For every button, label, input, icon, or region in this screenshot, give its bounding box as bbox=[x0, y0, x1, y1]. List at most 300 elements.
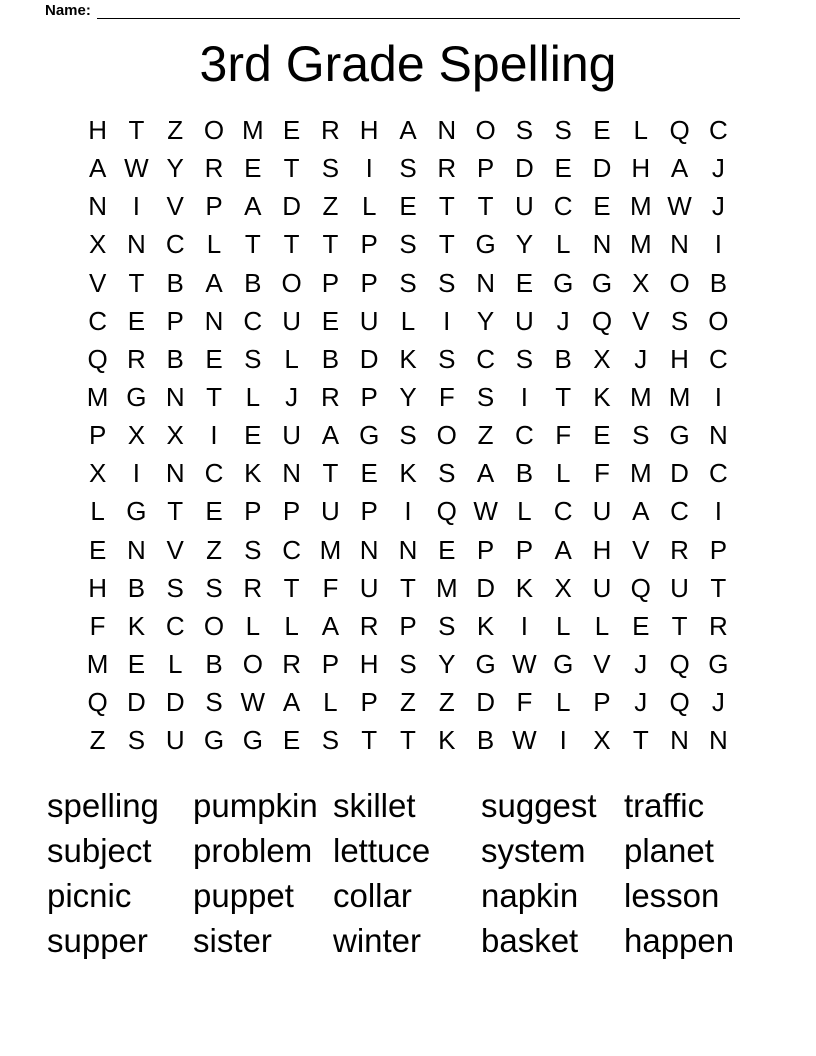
grid-cell-r10c7: T bbox=[322, 458, 339, 489]
grid-cell-r11c6: P bbox=[282, 496, 301, 527]
grid-cell-r10c11: A bbox=[476, 458, 495, 489]
grid-cell-r11c5: P bbox=[244, 496, 262, 527]
grid-cell-r7c17: C bbox=[708, 343, 728, 374]
grid-cell-r3c12: U bbox=[514, 191, 534, 222]
grid-cell-r8c1: M bbox=[86, 382, 109, 413]
grid-cell-r3c13: C bbox=[553, 191, 573, 222]
grid-cell-r13c2: B bbox=[127, 572, 146, 603]
grid-cell-r2c5: E bbox=[244, 153, 262, 184]
grid-cell-r15c17: G bbox=[708, 649, 729, 680]
grid-cell-r9c11: Z bbox=[477, 420, 494, 451]
grid-cell-r1c9: A bbox=[399, 115, 417, 146]
grid-cell-r9c5: E bbox=[244, 420, 262, 451]
grid-cell-r9c6: U bbox=[282, 420, 301, 451]
grid-cell-r2c1: A bbox=[88, 153, 107, 184]
grid-cell-r12c17: P bbox=[709, 534, 728, 565]
grid-cell-r3c11: T bbox=[477, 191, 494, 222]
word-list-item-sister: sister bbox=[193, 922, 272, 959]
grid-cell-r7c12: S bbox=[515, 343, 534, 374]
grid-cell-r8c6: J bbox=[285, 382, 299, 413]
grid-cell-r13c13: X bbox=[554, 572, 572, 603]
grid-cell-r5c8: P bbox=[360, 267, 378, 298]
grid-cell-r9c15: S bbox=[632, 420, 650, 451]
grid-cell-r14c11: K bbox=[476, 610, 495, 641]
grid-cell-r17c1: Z bbox=[89, 725, 106, 756]
grid-cell-r15c11: G bbox=[475, 649, 496, 680]
grid-cell-r16c1: Q bbox=[87, 687, 108, 718]
grid-cell-r17c6: E bbox=[282, 725, 301, 756]
grid-cell-r2c10: R bbox=[437, 153, 457, 184]
grid-cell-r4c7: T bbox=[322, 229, 339, 260]
grid-cell-r4c3: C bbox=[165, 229, 185, 260]
grid-cell-r6c7: E bbox=[321, 305, 340, 336]
word-list-item-collar: collar bbox=[333, 877, 412, 914]
grid-cell-r6c14: Q bbox=[591, 305, 613, 336]
word-list-item-system: system bbox=[481, 832, 586, 869]
grid-cell-r9c17: N bbox=[708, 420, 728, 451]
grid-cell-r9c7: A bbox=[321, 420, 340, 451]
name-label: Name: bbox=[45, 2, 91, 19]
grid-cell-r15c13: G bbox=[553, 649, 574, 680]
grid-cell-r8c9: Y bbox=[399, 382, 417, 413]
grid-cell-r12c9: N bbox=[398, 534, 418, 565]
grid-cell-r12c6: C bbox=[282, 534, 301, 565]
grid-cell-r4c17: I bbox=[714, 229, 722, 260]
grid-cell-r10c10: S bbox=[438, 458, 456, 489]
grid-cell-r15c2: E bbox=[127, 649, 146, 680]
word-list-item-spelling: spelling bbox=[47, 787, 159, 824]
grid-cell-r8c17: I bbox=[714, 382, 722, 413]
grid-cell-r10c15: M bbox=[629, 458, 652, 489]
grid-cell-r16c3: D bbox=[165, 687, 185, 718]
grid-cell-r1c7: R bbox=[321, 115, 340, 146]
grid-cell-r16c15: J bbox=[634, 687, 648, 718]
grid-cell-r11c12: L bbox=[517, 496, 532, 527]
grid-cell-r4c10: T bbox=[438, 229, 455, 260]
grid-cell-r12c3: V bbox=[166, 534, 184, 565]
grid-cell-r6c1: C bbox=[88, 305, 108, 336]
grid-cell-r17c12: W bbox=[512, 725, 537, 756]
grid-cell-r3c16: W bbox=[667, 191, 692, 222]
grid-cell-r9c10: O bbox=[436, 420, 457, 451]
grid-cell-r3c15: M bbox=[629, 191, 652, 222]
grid-cell-r15c3: L bbox=[167, 649, 183, 680]
grid-cell-r13c4: S bbox=[205, 572, 223, 603]
grid-cell-r14c12: I bbox=[520, 610, 529, 641]
grid-cell-r3c3: V bbox=[166, 191, 184, 222]
grid-cell-r14c17: R bbox=[708, 610, 728, 641]
grid-cell-r16c10: Z bbox=[438, 687, 455, 718]
grid-cell-r3c17: J bbox=[711, 191, 725, 222]
grid-cell-r6c9: L bbox=[400, 305, 416, 336]
grid-cell-r10c1: X bbox=[88, 458, 107, 489]
word-list-item-subject: subject bbox=[47, 832, 152, 869]
grid-cell-r13c11: D bbox=[476, 572, 495, 603]
grid-cell-r4c13: L bbox=[555, 229, 571, 260]
grid-cell-r17c17: N bbox=[708, 725, 728, 756]
grid-cell-r2c16: A bbox=[670, 153, 689, 184]
grid-cell-r5c7: P bbox=[321, 267, 340, 298]
grid-cell-r15c5: O bbox=[242, 649, 263, 680]
grid-cell-r5c3: B bbox=[166, 267, 184, 298]
grid-cell-r10c3: N bbox=[165, 458, 185, 489]
grid-cell-r16c5: W bbox=[240, 687, 266, 718]
grid-cell-r17c8: T bbox=[361, 725, 378, 756]
grid-cell-r2c13: E bbox=[554, 153, 572, 184]
grid-cell-r4c14: N bbox=[592, 229, 612, 260]
grid-cell-r6c6: U bbox=[282, 305, 301, 336]
grid-cell-r7c9: K bbox=[399, 343, 417, 374]
grid-cell-r3c10: T bbox=[438, 191, 455, 222]
grid-cell-r14c9: P bbox=[399, 610, 417, 641]
grid-cell-r2c8: I bbox=[365, 153, 373, 184]
grid-cell-r3c14: E bbox=[593, 191, 611, 222]
grid-cell-r8c13: T bbox=[555, 382, 572, 413]
grid-cell-r6c13: J bbox=[556, 305, 570, 336]
grid-cell-r17c3: U bbox=[165, 725, 185, 756]
grid-cell-r7c16: H bbox=[670, 343, 689, 374]
grid-cell-r14c4: O bbox=[203, 610, 225, 641]
grid-cell-r1c1: H bbox=[88, 115, 108, 146]
grid-cell-r1c10: N bbox=[437, 115, 457, 146]
grid-cell-r1c6: E bbox=[282, 115, 301, 146]
grid-cell-r7c13: B bbox=[554, 343, 572, 374]
grid-cell-r8c12: I bbox=[520, 382, 529, 413]
grid-cell-r14c3: C bbox=[165, 610, 185, 641]
grid-cell-r10c9: K bbox=[399, 458, 417, 489]
grid-cell-r4c9: S bbox=[399, 229, 417, 260]
grid-cell-r10c4: C bbox=[204, 458, 224, 489]
word-list-item-problem: problem bbox=[193, 832, 313, 869]
grid-cell-r14c2: K bbox=[127, 610, 146, 641]
grid-cell-r17c14: X bbox=[593, 725, 611, 756]
grid-cell-r12c11: P bbox=[476, 534, 495, 565]
grid-cell-r4c2: N bbox=[127, 229, 146, 260]
grid-cell-r1c8: H bbox=[359, 115, 379, 146]
word-list-item-napkin: napkin bbox=[481, 877, 579, 914]
grid-cell-r3c7: Z bbox=[322, 191, 339, 222]
grid-cell-r4c16: N bbox=[670, 229, 689, 260]
grid-cell-r9c8: G bbox=[359, 420, 380, 451]
grid-cell-r6c4: N bbox=[204, 305, 224, 336]
grid-cell-r17c4: G bbox=[203, 725, 225, 756]
grid-cell-r4c6: T bbox=[283, 229, 300, 260]
word-list-item-basket: basket bbox=[481, 922, 579, 959]
word-list-item-winter: winter bbox=[333, 922, 422, 959]
grid-cell-r11c10: Q bbox=[436, 496, 457, 527]
grid-cell-r7c2: R bbox=[127, 343, 146, 374]
grid-cell-r4c1: X bbox=[88, 229, 107, 260]
grid-cell-r4c8: P bbox=[360, 229, 378, 260]
grid-cell-r13c16: U bbox=[670, 572, 689, 603]
grid-cell-r16c2: D bbox=[127, 687, 146, 718]
grid-cell-r7c5: S bbox=[244, 343, 262, 374]
grid-cell-r9c16: G bbox=[669, 420, 690, 451]
grid-cell-r3c5: A bbox=[244, 191, 262, 222]
grid-cell-r5c17: B bbox=[709, 267, 728, 298]
grid-cell-r5c11: N bbox=[476, 267, 495, 298]
grid-cell-r10c16: D bbox=[670, 458, 689, 489]
word-list-item-picnic: picnic bbox=[47, 877, 132, 914]
grid-cell-r11c1: L bbox=[90, 496, 105, 527]
grid-cell-r5c9: S bbox=[399, 267, 417, 298]
grid-cell-r15c4: B bbox=[205, 649, 223, 680]
grid-cell-r17c16: N bbox=[670, 725, 689, 756]
grid-cell-r12c5: S bbox=[244, 534, 262, 565]
grid-cell-r12c7: M bbox=[319, 534, 342, 565]
grid-cell-r2c4: R bbox=[204, 153, 224, 184]
grid-cell-r13c12: K bbox=[515, 572, 534, 603]
grid-cell-r13c8: U bbox=[359, 572, 379, 603]
grid-cell-r15c6: R bbox=[282, 649, 301, 680]
grid-cell-r14c13: L bbox=[555, 610, 571, 641]
grid-cell-r3c2: I bbox=[132, 191, 141, 222]
grid-cell-r5c10: S bbox=[438, 267, 456, 298]
grid-cell-r17c13: I bbox=[559, 725, 567, 756]
word-list-item-pumpkin: pumpkin bbox=[193, 787, 318, 824]
word-list-item-puppet: puppet bbox=[193, 877, 294, 914]
grid-cell-r10c12: B bbox=[515, 458, 534, 489]
grid-cell-r16c13: L bbox=[555, 687, 571, 718]
grid-cell-r12c2: N bbox=[127, 534, 146, 565]
grid-cell-r14c1: F bbox=[89, 610, 106, 641]
name-blank-line bbox=[97, 3, 740, 19]
grid-cell-r4c15: M bbox=[629, 229, 652, 260]
grid-cell-r17c9: T bbox=[400, 725, 416, 756]
grid-cell-r15c10: Y bbox=[438, 649, 456, 680]
word-list-item-happen: happen bbox=[624, 922, 735, 959]
grid-cell-r9c1: P bbox=[88, 420, 107, 451]
grid-cell-r13c9: T bbox=[400, 572, 416, 603]
grid-cell-r8c5: L bbox=[245, 382, 261, 413]
grid-cell-r16c9: Z bbox=[400, 687, 416, 718]
word-list-item-skillet: skillet bbox=[333, 787, 416, 824]
grid-cell-r6c10: I bbox=[443, 305, 451, 336]
grid-cell-r17c11: B bbox=[476, 725, 495, 756]
grid-cell-r11c15: A bbox=[632, 496, 650, 527]
grid-cell-r13c14: U bbox=[592, 572, 612, 603]
grid-cell-r1c11: O bbox=[475, 115, 496, 146]
grid-cell-r12c12: P bbox=[515, 534, 534, 565]
grid-cell-r17c5: G bbox=[242, 725, 263, 756]
grid-cell-r13c5: R bbox=[243, 572, 263, 603]
grid-cell-r16c7: L bbox=[323, 687, 338, 718]
grid-cell-r2c12: D bbox=[514, 153, 534, 184]
grid-cell-r10c17: C bbox=[708, 458, 728, 489]
grid-cell-r10c14: F bbox=[594, 458, 610, 489]
grid-cell-r8c7: R bbox=[321, 382, 340, 413]
grid-cell-r7c6: L bbox=[284, 343, 299, 374]
grid-cell-r5c6: O bbox=[281, 267, 302, 298]
grid-cell-r1c15: L bbox=[633, 115, 649, 146]
grid-cell-r13c15: Q bbox=[630, 572, 651, 603]
grid-cell-r11c2: G bbox=[126, 496, 147, 527]
grid-cell-r8c10: F bbox=[438, 382, 455, 413]
grid-cell-r7c15: J bbox=[634, 343, 648, 374]
word-list-item-traffic: traffic bbox=[624, 787, 705, 824]
grid-cell-r1c14: E bbox=[593, 115, 611, 146]
grid-cell-r11c14: U bbox=[592, 496, 612, 527]
grid-cell-r15c9: S bbox=[399, 649, 417, 680]
grid-cell-r7c10: S bbox=[438, 343, 456, 374]
grid-cell-r1c16: Q bbox=[669, 115, 690, 146]
name-row bbox=[45, 2, 740, 19]
grid-cell-r15c1: M bbox=[86, 649, 109, 680]
grid-cell-r6c17: O bbox=[708, 305, 729, 336]
grid-cell-r16c14: P bbox=[593, 687, 611, 718]
grid-cell-r2c7: S bbox=[321, 153, 340, 184]
grid-cell-r12c10: E bbox=[438, 534, 456, 565]
grid-cell-r14c7: A bbox=[321, 610, 340, 641]
grid-cell-r16c4: S bbox=[205, 687, 223, 718]
grid-cell-r8c14: K bbox=[593, 382, 611, 413]
letter-grid bbox=[78, 111, 738, 759]
grid-cell-r3c9: E bbox=[399, 191, 417, 222]
grid-cell-r13c3: S bbox=[166, 572, 184, 603]
word-list-item-lesson: lesson bbox=[624, 877, 720, 914]
grid-cell-r5c5: B bbox=[244, 267, 262, 298]
word-list-item-suggest: suggest bbox=[481, 787, 597, 824]
grid-cell-r10c13: L bbox=[555, 458, 571, 489]
grid-cell-r6c12: U bbox=[514, 305, 534, 336]
grid-cell-r6c2: E bbox=[127, 305, 146, 336]
grid-cell-r14c15: E bbox=[632, 610, 650, 641]
grid-cell-r12c8: N bbox=[359, 534, 379, 565]
grid-cell-r11c3: T bbox=[167, 496, 184, 527]
grid-cell-r12c16: R bbox=[670, 534, 689, 565]
grid-cell-r2c15: H bbox=[631, 153, 651, 184]
grid-cell-r3c1: N bbox=[88, 191, 108, 222]
grid-cell-r14c14: L bbox=[594, 610, 610, 641]
grid-cell-r3c4: P bbox=[205, 191, 223, 222]
grid-cell-r6c11: Y bbox=[476, 305, 495, 336]
word-list-item-supper: supper bbox=[47, 922, 148, 959]
grid-cell-r5c12: E bbox=[515, 267, 534, 298]
grid-cell-r7c7: B bbox=[321, 343, 340, 374]
grid-cell-r11c11: W bbox=[473, 496, 498, 527]
grid-cell-r16c16: Q bbox=[669, 687, 690, 718]
grid-cell-r7c3: B bbox=[166, 343, 184, 374]
grid-cell-r4c4: L bbox=[206, 229, 222, 260]
grid-cell-r14c10: S bbox=[438, 610, 456, 641]
grid-cell-r9c2: X bbox=[127, 420, 146, 451]
grid-cell-r1c5: M bbox=[241, 115, 264, 146]
grid-cell-r16c11: D bbox=[476, 687, 495, 718]
grid-cell-r14c8: R bbox=[359, 610, 379, 641]
grid-cell-r5c2: T bbox=[128, 267, 145, 298]
grid-cell-r10c6: N bbox=[282, 458, 301, 489]
grid-cell-r15c16: Q bbox=[669, 649, 690, 680]
grid-cell-r10c5: K bbox=[244, 458, 262, 489]
grid-cell-r14c6: L bbox=[284, 610, 299, 641]
grid-cell-r16c6: A bbox=[282, 687, 301, 718]
grid-cell-r2c14: D bbox=[592, 153, 612, 184]
word-list-item-planet: planet bbox=[624, 832, 714, 869]
grid-cell-r2c11: P bbox=[476, 153, 495, 184]
grid-cell-r16c12: F bbox=[516, 687, 533, 718]
grid-cell-r15c8: H bbox=[359, 649, 379, 680]
grid-cell-r12c14: H bbox=[592, 534, 612, 565]
grid-cell-r7c4: E bbox=[205, 343, 223, 374]
grid-cell-r8c2: G bbox=[126, 382, 147, 413]
grid-cell-r17c10: K bbox=[438, 725, 456, 756]
grid-cell-r11c8: P bbox=[360, 496, 378, 527]
grid-cell-r1c3: Z bbox=[167, 115, 184, 146]
grid-cell-r16c8: P bbox=[360, 687, 378, 718]
grid-cell-r14c16: T bbox=[671, 610, 688, 641]
grid-cell-r11c17: I bbox=[714, 496, 722, 527]
grid-cell-r6c3: P bbox=[166, 305, 184, 336]
grid-cell-r15c15: J bbox=[634, 649, 648, 680]
grid-cell-r2c3: Y bbox=[166, 153, 184, 184]
grid-cell-r17c7: S bbox=[321, 725, 340, 756]
grid-cell-r10c2: I bbox=[132, 458, 141, 489]
grid-cell-r8c16: M bbox=[668, 382, 691, 413]
grid-cell-r12c15: V bbox=[632, 534, 650, 565]
grid-cell-r6c16: S bbox=[670, 305, 689, 336]
grid-cell-r17c15: T bbox=[632, 725, 649, 756]
grid-cell-r8c15: M bbox=[629, 382, 652, 413]
grid-cell-r5c4: A bbox=[205, 267, 223, 298]
grid-cell-r1c13: S bbox=[554, 115, 572, 146]
grid-cell-r13c10: M bbox=[435, 572, 458, 603]
grid-cell-r17c2: S bbox=[127, 725, 146, 756]
grid-cell-r7c11: C bbox=[476, 343, 495, 374]
grid-cell-r9c9: S bbox=[399, 420, 417, 451]
grid-cell-r11c7: U bbox=[321, 496, 340, 527]
word-list bbox=[47, 783, 769, 963]
grid-cell-r15c14: V bbox=[593, 649, 611, 680]
grid-cell-r8c11: S bbox=[476, 382, 495, 413]
grid-cell-r6c8: U bbox=[359, 305, 379, 336]
grid-cell-r12c4: Z bbox=[206, 534, 222, 565]
grid-cell-r14c5: L bbox=[245, 610, 261, 641]
grid-cell-r9c12: C bbox=[514, 420, 534, 451]
grid-cell-r2c2: W bbox=[124, 153, 149, 184]
grid-cell-r13c17: T bbox=[710, 572, 727, 603]
grid-cell-r1c4: O bbox=[203, 115, 225, 146]
grid-cell-r13c1: H bbox=[88, 572, 108, 603]
grid-cell-r7c1: Q bbox=[87, 343, 108, 374]
grid-cell-r15c7: P bbox=[321, 649, 340, 680]
grid-cell-r9c13: F bbox=[555, 420, 572, 451]
grid-cell-r8c4: T bbox=[206, 382, 222, 413]
grid-cell-r5c1: V bbox=[88, 267, 107, 298]
grid-cell-r2c9: S bbox=[399, 153, 417, 184]
grid-cell-r4c12: Y bbox=[515, 229, 534, 260]
grid-cell-r7c8: D bbox=[359, 343, 379, 374]
grid-cell-r1c2: T bbox=[128, 115, 145, 146]
grid-cell-r5c15: X bbox=[632, 267, 650, 298]
grid-cell-r13c6: T bbox=[283, 572, 300, 603]
grid-cell-r8c8: P bbox=[360, 382, 378, 413]
grid-cell-r12c13: A bbox=[554, 534, 572, 565]
grid-cell-r3c8: L bbox=[361, 191, 377, 222]
grid-cell-r9c14: E bbox=[593, 420, 611, 451]
grid-cell-r4c11: G bbox=[475, 229, 496, 260]
grid-cell-r5c13: G bbox=[553, 267, 574, 298]
grid-cell-r10c8: E bbox=[360, 458, 378, 489]
grid-cell-r2c17: J bbox=[711, 153, 725, 184]
grid-cell-r8c3: N bbox=[165, 382, 185, 413]
grid-cell-r4c5: T bbox=[244, 229, 261, 260]
grid-cell-r7c14: X bbox=[593, 343, 611, 374]
grid-cell-r3c6: D bbox=[282, 191, 301, 222]
grid-cell-r5c16: O bbox=[669, 267, 690, 298]
grid-cell-r2c6: T bbox=[283, 153, 300, 184]
grid-cell-r1c12: S bbox=[515, 115, 534, 146]
grid-cell-r6c15: V bbox=[632, 305, 650, 336]
